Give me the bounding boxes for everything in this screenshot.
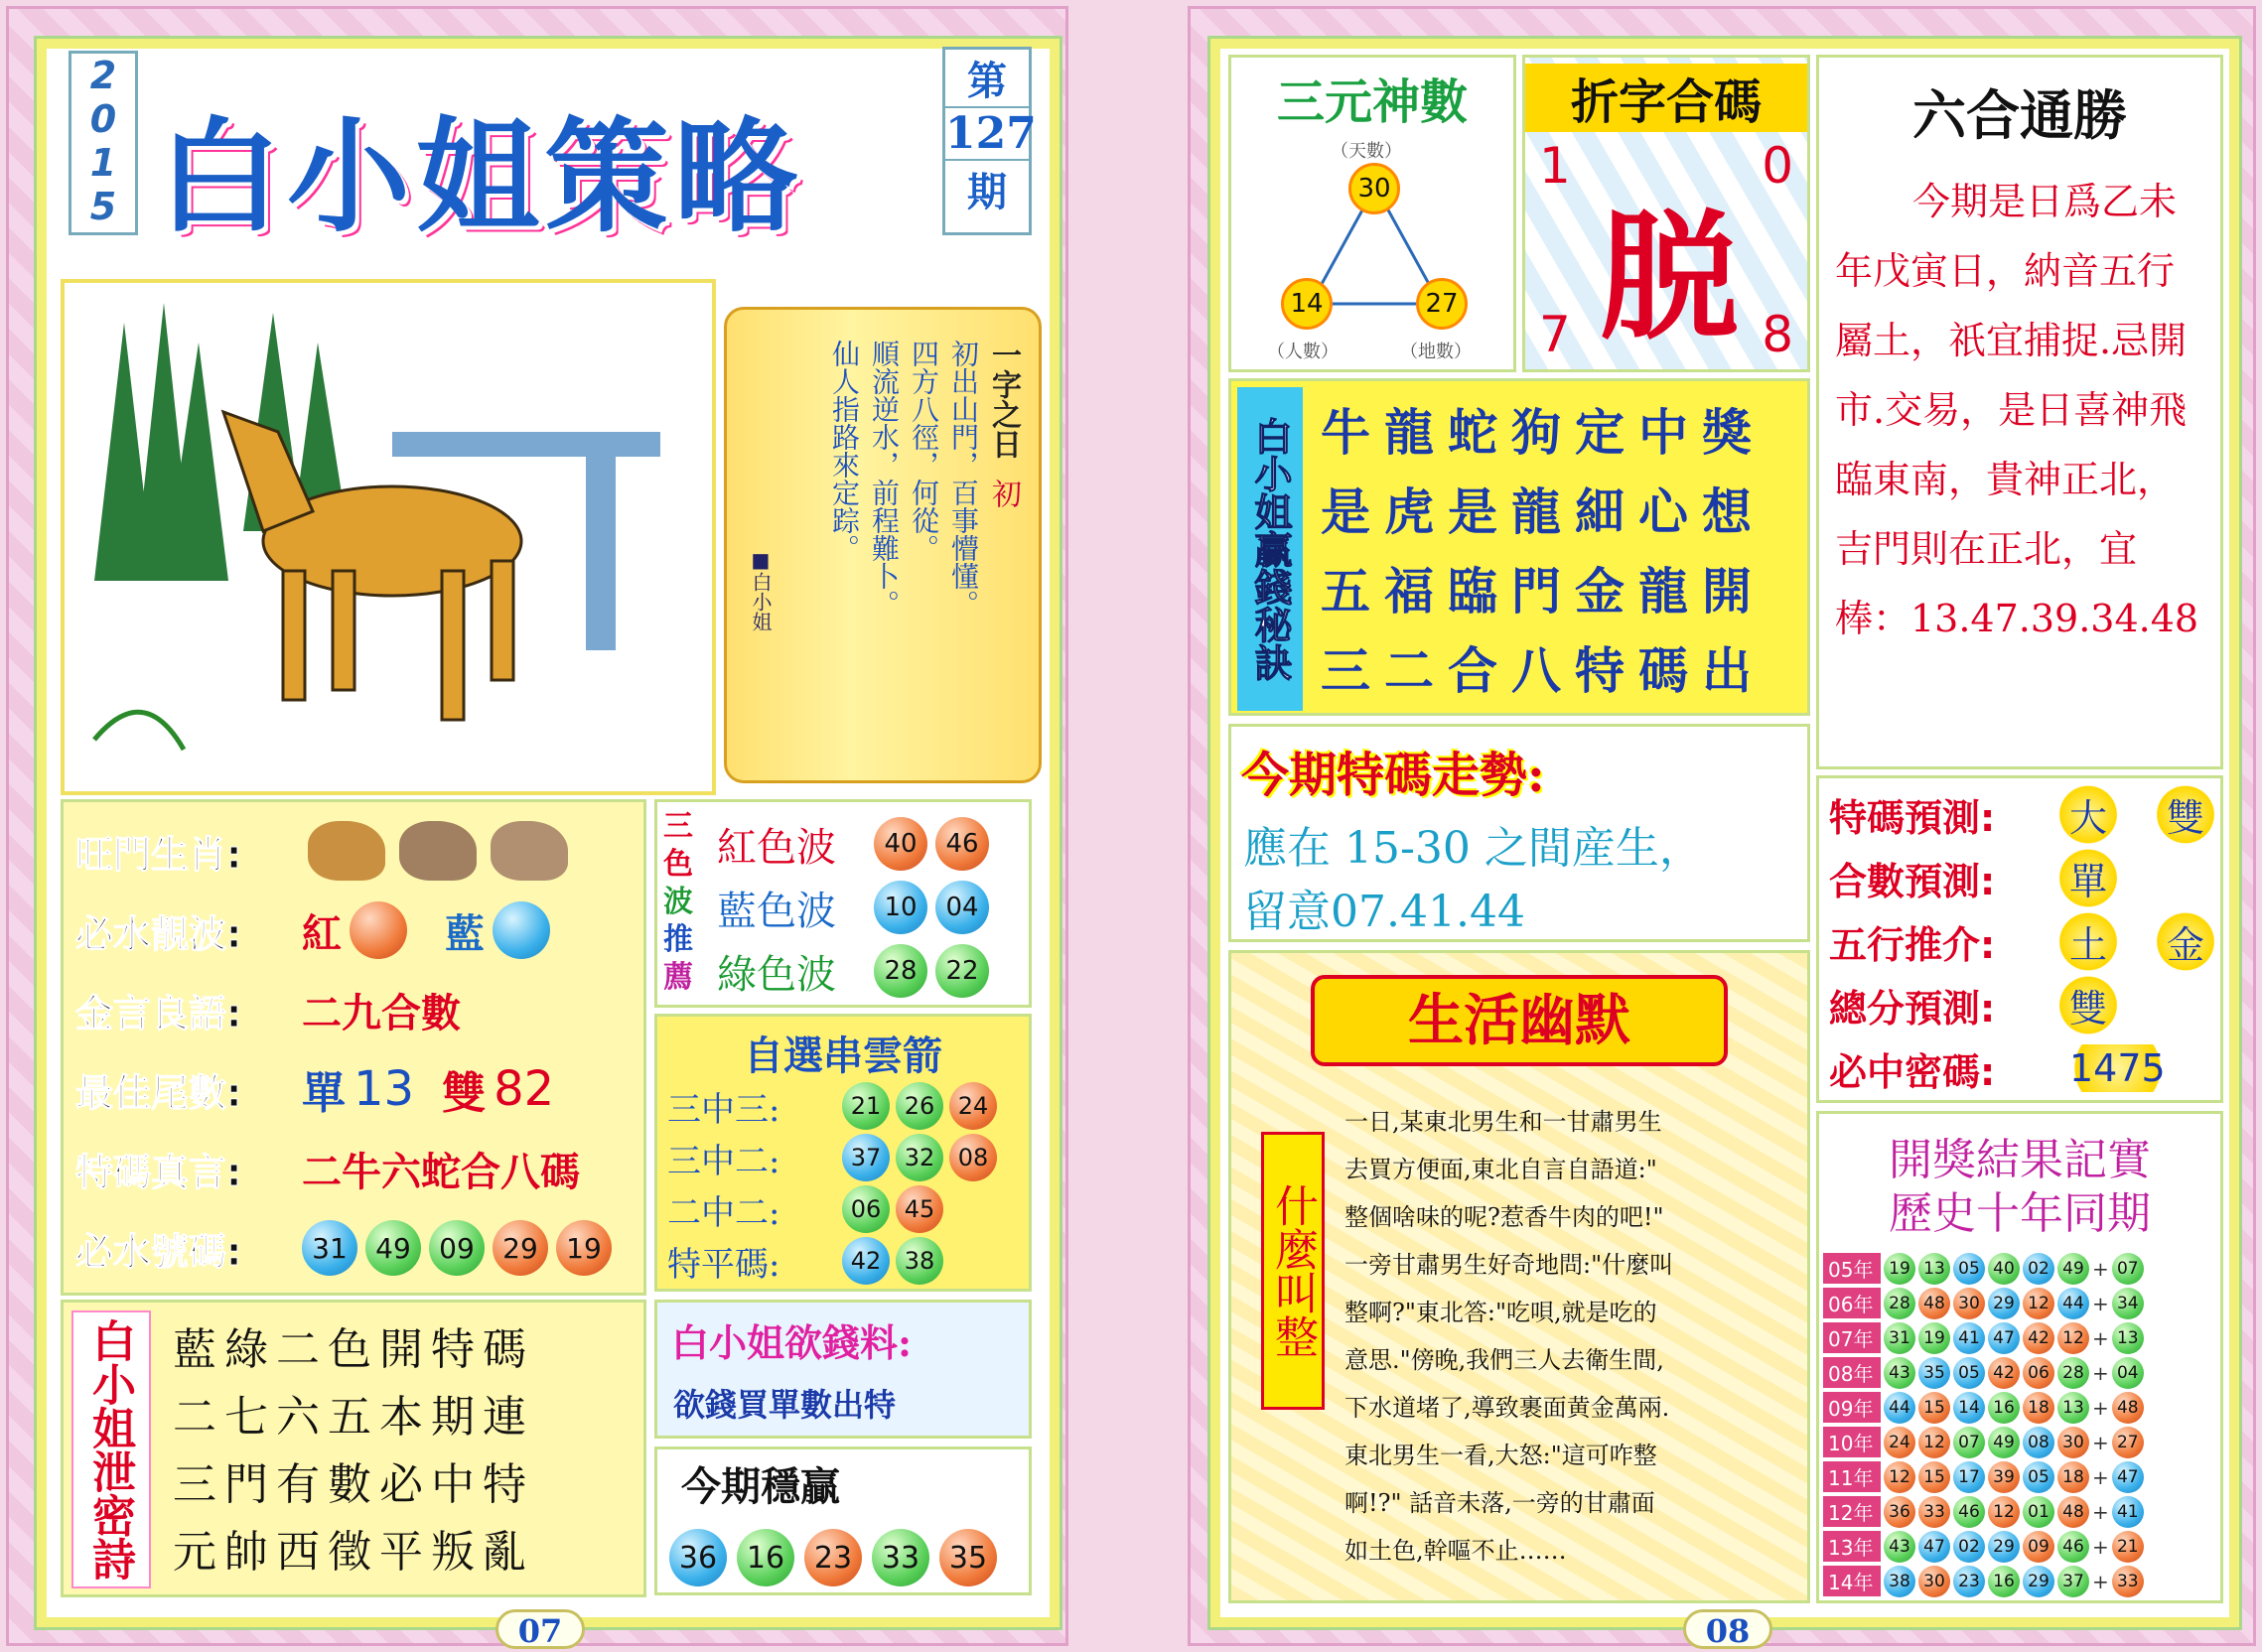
info-value: 二九合數: [302, 989, 461, 1036]
three-color-row: [717, 939, 989, 1003]
history-row: [1823, 1355, 2144, 1390]
sanyuan-top-label: （天數）: [1331, 141, 1402, 162]
number-ball: 27: [2112, 1427, 2144, 1458]
secret-line: 牛龍蛇狗定中獎: [1321, 403, 1766, 462]
steady-title: 今期穩贏: [681, 1463, 840, 1510]
wave-red-label: 紅: [302, 909, 342, 957]
number-ball: 41: [2112, 1496, 2144, 1528]
number-ball: 37: [2057, 1566, 2089, 1597]
page-number-left: 07: [495, 1609, 585, 1649]
number-ball: 42: [1988, 1357, 2020, 1389]
three-color-side-char: 薦: [663, 960, 693, 995]
number-ball: 36: [1884, 1496, 1915, 1528]
plus-sign: +: [2092, 1291, 2109, 1315]
sanyuan-title: 三元神數: [1276, 74, 1468, 130]
liuhe-title: 六合通勝: [1912, 83, 2127, 147]
plus-sign: +: [2092, 1256, 2109, 1281]
history-year: 06年: [1823, 1288, 1881, 1318]
three-color-side-char: 色: [663, 847, 693, 882]
humor-line: 一旁甘肅男生好奇地問:"什麼叫: [1344, 1251, 1674, 1279]
trend-line1: 應在 15-30 之間産生，: [1243, 823, 1703, 874]
number-ball: 16: [737, 1529, 794, 1586]
history-row: [1823, 1459, 2144, 1494]
number-ball: 46: [2057, 1531, 2089, 1563]
scroll-column: 四方八徑，何從。: [908, 340, 940, 562]
number-ball: 30: [1918, 1566, 1950, 1597]
year-digit: 2: [89, 54, 117, 97]
info-row: [75, 816, 568, 886]
number-ball: 13: [2112, 1322, 2144, 1354]
humor-line: 一日,某東北男生和一甘肅男生: [1344, 1108, 1662, 1136]
sanyuan-right-number: 27: [1416, 278, 1468, 330]
number-ball: 15: [1918, 1461, 1950, 1493]
zodiac-animal-icon: [399, 821, 477, 881]
prediction-value: 雙: [2051, 976, 2125, 1034]
history-row: [1823, 1425, 2144, 1459]
number-ball: 19: [1884, 1253, 1915, 1285]
info-label: 金言良語:: [75, 991, 242, 1035]
humor-line: 整啊?"東北答:"吃唄,就是吃的: [1344, 1299, 1657, 1326]
humor-line: 東北男生一看,大怒:"這可咋整: [1344, 1442, 1657, 1469]
prediction-row: [1829, 1038, 2184, 1098]
history-row: [1823, 1529, 2144, 1564]
number-ball: 46: [1953, 1496, 1985, 1528]
trend-title: 今期特碼走勢:: [1241, 748, 1545, 803]
tail-double: 雙: [442, 1068, 487, 1119]
three-color-side-char: 波: [663, 885, 693, 919]
self-row-label: 二中二:: [667, 1192, 780, 1233]
history-title1: 開獎結果記實: [1889, 1135, 2151, 1185]
info-label: 旺門生肖:: [75, 832, 242, 877]
info-label: 特碼真言:: [75, 1150, 242, 1194]
number-ball: 05: [1953, 1253, 1985, 1285]
number-ball: 30: [1953, 1288, 1985, 1319]
self-row: [667, 1183, 997, 1235]
tail-double-num: 82: [494, 1061, 555, 1117]
number-ball: 06: [2023, 1357, 2054, 1389]
history-panel: [1816, 1111, 2223, 1603]
prediction-value: 土: [2051, 912, 2125, 971]
history-year: 05年: [1823, 1253, 1881, 1284]
three-color-panel: [654, 799, 1032, 1008]
number-ball: 34: [2112, 1288, 2144, 1319]
humor-title: 生活幽默: [1311, 975, 1728, 1066]
prediction-row: [1829, 975, 2125, 1034]
number-ball: 38: [1884, 1566, 1915, 1597]
number-ball: 22: [935, 944, 989, 998]
liuhe-text: 今期是日爲乙未年戊寅日，納音五行屬土，祇宜捕捉.忌開市.交易，是日喜神飛臨東南，貴神正北，吉門則在正北，宜棒：13.47.39.34.48: [1835, 180, 2199, 640]
humor-line: 整個啥味的呢?惹香牛肉的吧!": [1344, 1203, 1664, 1231]
number-ball: 49: [2057, 1253, 2089, 1285]
want-text: 欲錢買單數出特: [673, 1386, 897, 1424]
number-ball: 33: [1918, 1496, 1950, 1528]
prediction-label: 總分預測:: [1829, 986, 1996, 1031]
history-row: [1823, 1251, 2144, 1286]
want-panel: [654, 1300, 1032, 1439]
year-digit: 5: [89, 185, 117, 228]
humor-line: 啊!?" 話音未落,一旁的甘肅面: [1344, 1489, 1655, 1517]
three-color-side-char: 三: [663, 809, 693, 844]
zodiac-animal-icon: [308, 821, 385, 881]
zhezi-tl: 1: [1539, 137, 1571, 195]
number-ball: 42: [2023, 1322, 2054, 1354]
info-row: [75, 1134, 580, 1203]
number-ball: 05: [2023, 1461, 2054, 1493]
number-ball: 15: [1918, 1392, 1950, 1424]
secret-line: 是虎是龍細心想: [1321, 482, 1766, 541]
number-ball: 30: [2057, 1427, 2089, 1458]
issue-box: [942, 47, 1037, 235]
right-page: [1188, 6, 2256, 1650]
number-ball: 02: [2023, 1253, 2054, 1285]
poem-side-title: 白小姐泄密詩: [71, 1310, 151, 1588]
number-ball: 38: [896, 1237, 943, 1285]
year-digit: 1: [89, 141, 117, 185]
self-row: [667, 1080, 997, 1132]
number-ball: 13: [1918, 1253, 1950, 1285]
humor-panel: [1228, 950, 1810, 1603]
number-ball: 37: [842, 1134, 890, 1181]
secret-side-title: 白小姐贏錢秘訣: [1237, 387, 1303, 711]
sanyuan-right-label: （地數）: [1400, 342, 1472, 362]
issue-prefix: 第: [967, 58, 1007, 104]
number-ball: 28: [874, 944, 927, 998]
history-row: [1823, 1390, 2144, 1425]
secret-panel: [1228, 378, 1810, 716]
number-ball: 35: [939, 1529, 997, 1586]
poem-line: 藍綠二色開特碼: [173, 1324, 534, 1375]
info-label: 必水號碼:: [75, 1229, 242, 1274]
prediction-value: 雙: [2149, 785, 2222, 844]
info-row: [75, 895, 550, 965]
humor-line: 意思."傍晚,我們三人去衛生間,: [1344, 1346, 1664, 1374]
number-ball: 16: [1988, 1566, 2020, 1597]
prediction-value: 金: [2149, 912, 2222, 971]
number-ball: 47: [2112, 1461, 2144, 1493]
number-ball: 48: [2112, 1392, 2144, 1424]
prediction-row: [1829, 911, 2222, 971]
trend-panel: [1228, 724, 1810, 942]
humor-line: 如土色,幹嘔不止……: [1344, 1537, 1567, 1565]
info-value: 二牛六蛇合八碼: [302, 1148, 580, 1195]
number-ball: [350, 901, 407, 959]
prediction-label: 必中密碼:: [1829, 1049, 1996, 1094]
steady-panel: [654, 1446, 1032, 1595]
year-box: [69, 51, 138, 235]
number-ball: 49: [365, 1220, 421, 1276]
poem-line: 二七六五本期連: [173, 1392, 534, 1443]
plus-sign: +: [2092, 1430, 2109, 1454]
number-ball: 19: [556, 1220, 612, 1276]
humor-line: 去買方便面,東北自言自語道:": [1344, 1156, 1657, 1183]
sanyuan-left-label: （人數）: [1267, 342, 1339, 362]
info-row: [75, 1213, 612, 1283]
issue-suffix: 期: [967, 169, 1007, 215]
number-ball: 47: [1918, 1531, 1950, 1563]
number-ball: 47: [1988, 1322, 2020, 1354]
number-ball: 07: [2112, 1253, 2144, 1285]
number-ball: 12: [1988, 1496, 2020, 1528]
number-ball: 21: [2112, 1531, 2144, 1563]
number-ball: 49: [1988, 1427, 2020, 1458]
sanyuan-top-number: 30: [1348, 163, 1400, 214]
three-color-row: [717, 876, 989, 939]
plus-sign: +: [2092, 1499, 2109, 1524]
number-ball: 41: [1953, 1322, 1985, 1354]
number-ball: 18: [2023, 1392, 2054, 1424]
number-ball: 12: [1918, 1427, 1950, 1458]
zebra-illustration: [61, 279, 716, 795]
history-year: 10年: [1823, 1427, 1881, 1457]
number-ball: 09: [2023, 1531, 2054, 1563]
self-row-label: 特平碼:: [667, 1244, 780, 1285]
number-ball: 23: [1953, 1566, 1985, 1597]
number-ball: 08: [949, 1134, 997, 1181]
number-ball: 39: [1988, 1461, 2020, 1493]
page-number-right: 08: [1683, 1609, 1772, 1649]
number-ball: 29: [1988, 1531, 2020, 1563]
self-selected-panel: [654, 1014, 1032, 1292]
number-ball: 26: [896, 1082, 943, 1130]
number-ball: 19: [1918, 1322, 1950, 1354]
three-color-name: 綠色波: [717, 951, 836, 998]
three-color-row: [717, 812, 989, 876]
number-ball: 24: [1884, 1427, 1915, 1458]
info-label: 最佳尾數:: [75, 1070, 242, 1115]
number-ball: 29: [2023, 1566, 2054, 1597]
number-ball: 10: [874, 881, 927, 934]
sanyuan-left-number: 14: [1281, 278, 1333, 330]
plus-sign: +: [2092, 1360, 2109, 1385]
history-year: 12年: [1823, 1496, 1881, 1527]
left-page: [6, 6, 1068, 1650]
number-ball: 48: [1918, 1288, 1950, 1319]
number-ball: 17: [1953, 1461, 1985, 1493]
issue-number: 127: [945, 108, 1037, 159]
number-ball: 12: [1884, 1461, 1915, 1493]
number-ball: 31: [302, 1220, 357, 1276]
tail-single-num: 13: [353, 1061, 415, 1117]
number-ball: [493, 901, 550, 959]
info-row: [75, 975, 461, 1044]
scroll-column: 初出山門，百事懵懂。: [947, 340, 980, 618]
number-ball: 28: [2057, 1357, 2089, 1389]
tail-single: 單: [302, 1068, 346, 1119]
want-title: 白小姐欲錢料:: [671, 1320, 913, 1365]
history-year: 08年: [1823, 1357, 1881, 1388]
number-ball: 09: [429, 1220, 485, 1276]
prediction-value: 大: [2051, 785, 2125, 844]
history-row: [1823, 1320, 2144, 1355]
number-ball: 31: [1884, 1322, 1915, 1354]
poem-panel: [61, 1300, 646, 1597]
scroll-signature: ■白小姐: [749, 548, 773, 631]
history-row: [1823, 1286, 2144, 1320]
secret-line: 五福臨門金龍開: [1321, 562, 1766, 620]
number-ball: 04: [2112, 1357, 2144, 1389]
number-ball: 44: [1884, 1392, 1915, 1424]
number-ball: 01: [2023, 1496, 2054, 1528]
number-ball: 48: [2057, 1496, 2089, 1528]
plus-sign: +: [2092, 1464, 2109, 1489]
poem-line: 元帥西徵平叛亂: [173, 1527, 534, 1578]
number-ball: 40: [1988, 1253, 2020, 1285]
scroll-sub: 初: [986, 479, 1021, 508]
number-ball: 46: [935, 817, 989, 871]
self-row-label: 三中三:: [667, 1089, 780, 1130]
plus-sign: +: [2092, 1325, 2109, 1350]
number-ball: 29: [1988, 1288, 2020, 1319]
history-year: 14年: [1823, 1566, 1881, 1596]
three-color-side-char: 推: [663, 922, 693, 957]
poem-line: 三門有數必中特: [173, 1459, 534, 1510]
self-row: [667, 1235, 997, 1287]
sanyuan-panel: [1228, 55, 1516, 372]
prediction-row: [1829, 784, 2222, 844]
number-ball: 29: [493, 1220, 548, 1276]
plus-sign: +: [2092, 1395, 2109, 1420]
zhezi-char: 脱: [1599, 197, 1739, 359]
prediction-panel: [1816, 775, 2223, 1103]
number-ball: 05: [1953, 1357, 1985, 1389]
info-label: 必水靚波:: [75, 911, 242, 956]
secret-line: 三二合八特碼出: [1321, 641, 1766, 700]
history-title2: 歷史十年同期: [1889, 1188, 2151, 1239]
scroll-head: 一字之日: [986, 340, 1021, 459]
history-row: [1823, 1494, 2144, 1529]
number-ball: 32: [896, 1134, 943, 1181]
number-ball: 40: [874, 817, 927, 871]
number-ball: 14: [1953, 1392, 1985, 1424]
prediction-label: 特碼預測:: [1829, 795, 1996, 840]
number-ball: 06: [842, 1185, 890, 1233]
number-ball: 24: [949, 1082, 997, 1130]
number-ball: 12: [2023, 1288, 2054, 1319]
number-ball: 21: [842, 1082, 890, 1130]
history-year: 11年: [1823, 1461, 1881, 1492]
liuhe-panel: [1816, 55, 2223, 769]
number-ball: 23: [804, 1529, 862, 1586]
three-color-name: 紅色波: [717, 824, 836, 871]
number-ball: 08: [2023, 1427, 2054, 1458]
scroll-column: 仙人指路來定踪。: [828, 340, 861, 562]
number-ball: 43: [1884, 1531, 1915, 1563]
history-year: 07年: [1823, 1322, 1881, 1353]
three-color-name: 藍色波: [717, 888, 836, 934]
info-row: [75, 1054, 554, 1124]
zhezi-title: 折字合碼: [1525, 64, 1807, 132]
number-ball: 35: [1918, 1357, 1950, 1389]
plus-sign: +: [2092, 1534, 2109, 1559]
number-ball: 16: [1988, 1392, 2020, 1424]
number-ball: 07: [1953, 1427, 1985, 1458]
humor-line: 下水道堵了,導致裹面黄金萬兩.: [1344, 1394, 1670, 1422]
number-ball: 43: [1884, 1357, 1915, 1389]
info-panel: [61, 799, 646, 1296]
history-year: 13年: [1823, 1531, 1881, 1562]
number-ball: 33: [2112, 1566, 2144, 1597]
prediction-row: [1829, 848, 2125, 907]
zodiac-animal-icon: [491, 821, 568, 881]
number-ball: 18: [2057, 1461, 2089, 1493]
prediction-value: 1475: [2051, 1044, 2184, 1092]
history-year: 09年: [1823, 1392, 1881, 1423]
number-ball: 12: [2057, 1322, 2089, 1354]
self-row: [667, 1132, 997, 1183]
number-ball: 02: [1953, 1531, 1985, 1563]
scroll: [724, 307, 1042, 783]
self-row-label: 三中二:: [667, 1141, 780, 1181]
wave-blue-label: 藍: [445, 909, 485, 957]
scroll-column: 順流逆水，前程難卜。: [868, 340, 901, 618]
zhezi-bl: 7: [1539, 306, 1571, 363]
zhezi-tr: 0: [1762, 137, 1793, 195]
self-title: 自選串雲箭: [744, 1032, 942, 1079]
page-title: 白小姐策略: [158, 106, 804, 249]
year-digit: 0: [89, 97, 117, 141]
number-ball: 45: [896, 1185, 943, 1233]
trend-line2: 留意07.41.44: [1243, 887, 1525, 937]
number-ball: 28: [1884, 1288, 1915, 1319]
prediction-label: 五行推介:: [1829, 922, 1996, 967]
prediction-label: 合數預測:: [1829, 859, 1996, 903]
humor-side-title: 什麼叫整: [1261, 1132, 1325, 1410]
plus-sign: +: [2092, 1569, 2109, 1593]
number-ball: 44: [2057, 1288, 2089, 1319]
number-ball: 36: [669, 1529, 727, 1586]
history-row: [1823, 1564, 2144, 1598]
number-ball: 33: [872, 1529, 929, 1586]
zhezi-panel: [1522, 55, 1810, 372]
number-ball: 13: [2057, 1392, 2089, 1424]
zhezi-br: 8: [1762, 306, 1793, 363]
prediction-value: 單: [2051, 849, 2125, 907]
number-ball: 04: [935, 881, 989, 934]
number-ball: 42: [842, 1237, 890, 1285]
